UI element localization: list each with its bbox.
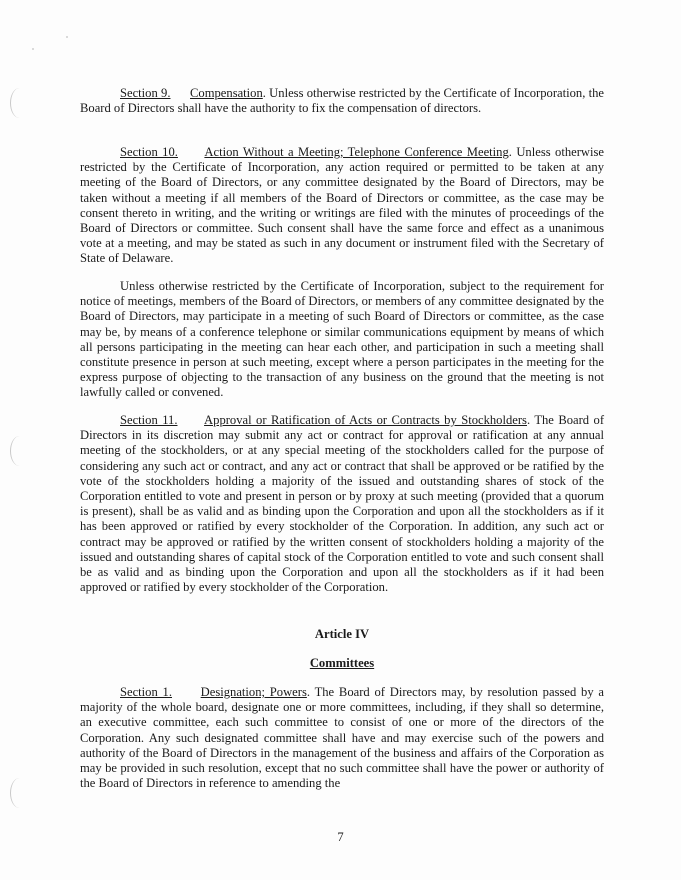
article-4-section-1 xyxy=(80,685,604,791)
section-9-title: Compensation xyxy=(190,86,263,100)
scan-speck xyxy=(32,48,34,50)
punch-hole-mark xyxy=(10,88,29,118)
section-10-title: Action Without a Meeting; Telephone Conference Meeting xyxy=(204,145,509,159)
article-4-section-1-label: Section 1. xyxy=(120,685,172,699)
telephone-meeting-paragraph xyxy=(80,279,604,401)
article-4-section-1-body: . The Board of Directors may, by resolution passed by a majority of the whole board, designate one or more committees, including, if they shall so determine, an executive committee, each such committee to consist of one or more of the directors of the Corporation. Any such designated committee shall have and may exercise such of the powers and authority of the Board of Directors in the management of the business and affairs of the Corporation as may be provided in such resolution, except that no such committee shall have the power or authority of the Board of Directors in reference to amending the xyxy=(80,685,604,791)
section-10 xyxy=(80,145,604,267)
section-9 xyxy=(80,86,604,116)
section-11-title: Approval or Ratification of Acts or Contracts by Stockholders xyxy=(204,413,527,427)
section-9-body: . Unless otherwise restricted by the Certificate of Incorporation, the Board of Directors shall have the authority to fix the compensation of directors. xyxy=(80,86,605,116)
section-10-label: Section 10. xyxy=(120,145,178,159)
article-4-section-1-title: Designation; Powers xyxy=(200,685,307,699)
article-heading: Article IV xyxy=(314,627,370,641)
section-10-body: . Unless otherwise restricted by the Certificate of Incorporation, any action required or permitted to be taken at any meeting of the Board of Directors, or any committee designated by the Board of Directors, may be taken without a meeting if all members of the Board of Directors or committee, as the case may be consent thereto in writing, and the writing or writings are filed with the minutes of proceedings of the Board of Directors or committee. Such consent shall have the same force and effect as a unanimous vote at a meeting, and may be stated as such in any document or instrument filed with the Secretary of State of Delaware. xyxy=(80,145,604,266)
page-number: 7 xyxy=(337,830,344,844)
article-subheading: Committees xyxy=(309,656,375,670)
punch-hole-mark xyxy=(10,436,29,466)
scan-speck xyxy=(66,36,68,38)
punch-hole-mark xyxy=(10,778,29,808)
section-11-body: . The Board of Directors in its discretion may submit any act or contract for approval or ratification at any annual meeting of the stockholders, or at any special meeting of the stockholders called for the purpose of considering any such act or contract, and any act or contract that shall be approved or be ratified by the vote of the stockholders holding a majority of the issued and outstanding shares of stock of the Corporation entitled to vote and present in person or by proxy at such meeting (provided that a quorum is present), shall be as valid and as binding upon the Corporation and upon all the stockholders as if it has been approved or ratified by every stockholder of the Corporation. In addition, any such act or contract may be approved or ratified by the written consent of stockholders holding a majority of the issued and outstanding shares of capital stock of the Corporation entitled to vote and such consent shall be as valid and as binding upon the Corporation and upon all the stockholders as if it had been approved or ratified by every stockholder of the Corporation. xyxy=(80,413,605,595)
section-11-label: Section 11. xyxy=(120,413,178,427)
section-11 xyxy=(80,413,604,595)
section-9-label: Section 9. xyxy=(120,86,171,100)
telephone-meeting-text: Unless otherwise restricted by the Certificate of Incorporation, subject to the requirement for notice of meetings, members of the Board of Directors, or members of any committee designated by the Board of Directors, may participate in a meeting of such Board of Directors or committee, as the case may be, by means of a conference telephone or similar communications equipment by means of which all persons participating in the meeting can hear each other, and participation in such a meeting shall constitute presence in person at such meeting, except where a person participates in the meeting for the express purpose of objecting to the transaction of any business on the ground that the meeting is not lawfully called or convened. xyxy=(80,279,604,400)
